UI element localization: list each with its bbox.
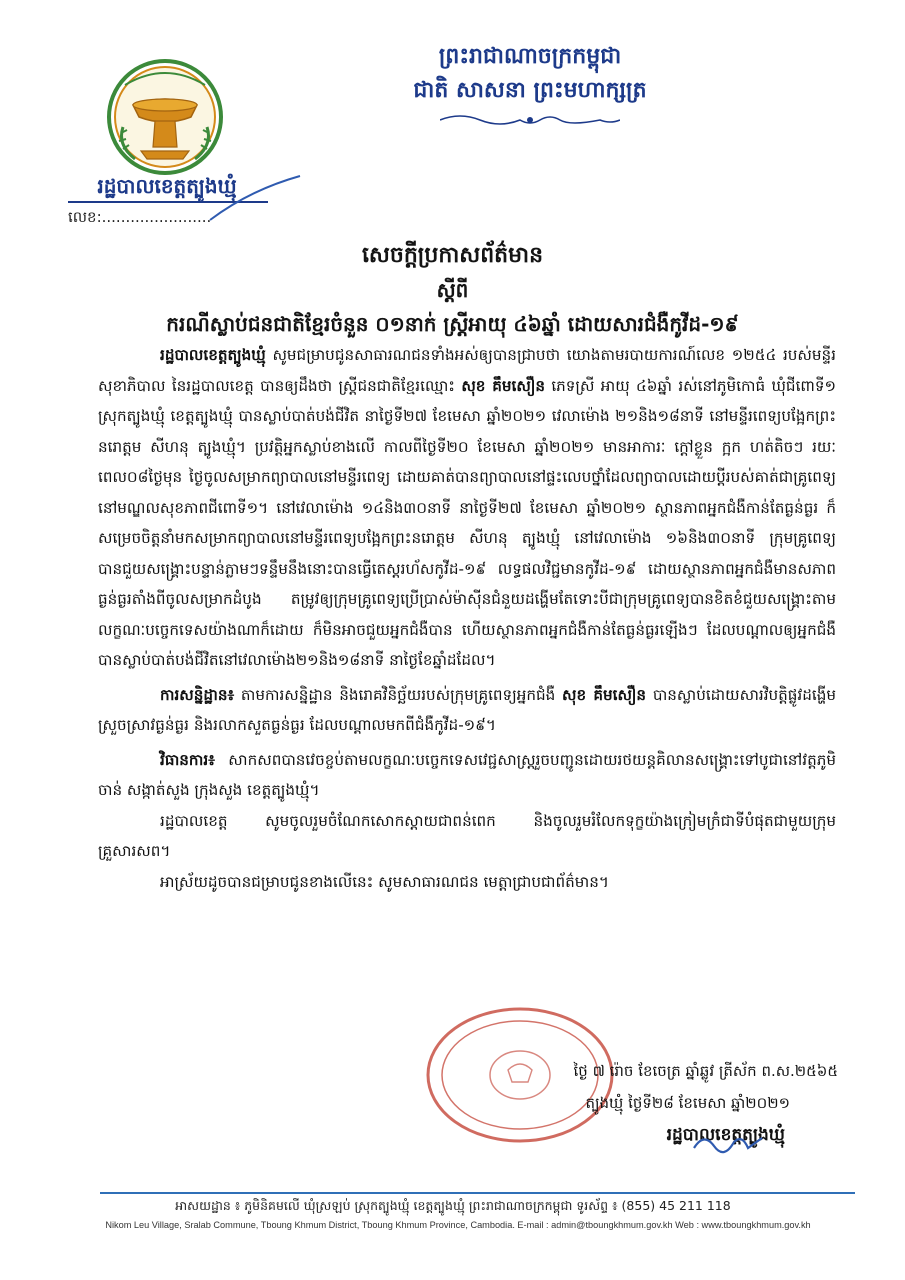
issuing-authority-name: រដ្ឋបាលខេត្តត្បូងឃ្មុំ [97, 174, 237, 198]
date-signature-block [430, 1055, 850, 1151]
paragraph-report [98, 340, 836, 676]
kingdom-line: ព្រះរាជាណាចក្រកម្ពុជា [438, 44, 622, 69]
paragraph-text: សូមជម្រាបជូនសាធារណជនទាំងអស់ឲ្យបានជ្រាបថា យោងតាមរបាយការណ៍លេខ ១២៥៤ របស់មន្ទីរសុខាភិបាល នៃរដ្ឋបាលខេត្ត បានឲ្យដឹងថា ស្ត្រីជនជាតិខ្មែរឈ្មោះ [98, 346, 836, 395]
paragraph-measures [98, 745, 836, 806]
footer-divider [100, 1192, 855, 1194]
document-body [98, 340, 836, 897]
solar-date: ត្បូងឃ្មុំ ថ្ងៃទី២៨ ខែមេសា ឆ្នាំ២០២១ [585, 1094, 790, 1112]
paragraph-text: ភេទស្រី អាយុ ៤៦ឆ្នាំ រស់នៅភូមិកោធំ ឃុំជីពោទី១ ស្រុកត្បូងឃ្មុំ ខេត្តត្បូងឃ្មុំ បានស្លាប់បាត់បង់ជីវិត នាថ្ងៃទី២៧ ខែមេសា ឆ្នាំ២០២១ វេលាម៉ោង ២១និង១៨នាទី នៅមន្ទីរពេទ្យបង្អែកព្រះនរោត្តម សីហនុ ត្បូងឃ្មុំ។ ប្រវត្តិអ្នកស្លាប់ខាងលើ កាលពីថ្ងៃទី២០ ខែមេសា ឆ្នាំ២០២១ មានអាការៈ ក្តៅខ្លួន ក្អក ហត់តិចៗ រយៈពេល០៨ថ្ងៃមុន ថ្ងៃចូលសម្រាកព្យាបាលនៅមន្ទីរពេទ្យ ដោយគាត់បានព្យាបាលនៅផ្ទះលេបថ្នាំដែលព្យាបាលដោយប្តីរបស់គាត់ជាគ្រូពេទ្យនៅមណ្ឌលសុខភាពជីពោទី១។ នៅវេលាម៉ោង ១៤និង៣០នាទី នាថ្ងៃទី២៧ ខែមេសា ឆ្នាំ២០២១ ស្ថានភាពអ្នកជំងឺកាន់តែធ្ងន់ធ្ងរ ក៏សម្រេចចិត្តនាំមកសម្រាកព្យាបាលនៅមន្ទីរពេទ្យបង្អែកព្រះនរោត្តម សីហនុ ត្បូងឃ្មុំ នៅវេលាម៉ោង ១៦និង៣០នាទី ក្រុមគ្រូពេទ្យបានជួយសង្គ្រោះបន្ទាន់ភ្លាមៗទន្ទឹមនឹងនោះបានធ្វើតេស្តរហ័សកូវីដ-១៩ លទ្ធផលវិជ្ជមានកូវីដ-១៩ ដោយស្ថានភាពអ្នកជំងឺមានសភាពធ្ងន់ធ្ងរតាំងពីចូលសម្រាកដំបូង តម្រូវឲ្យក្រុមគ្រូពេទ្យប្រើប្រាស់ម៉ាស៊ីនជំនួយដង្ហើមតែទោះបីជាក្រុមគ្រូពេទ្យបានខិតខំជួយសង្គ្រោះតាមលក្ខណៈបច្ចេកទេសយ៉ាងណាក៏ដោយ ក៏មិនអាចជួយអ្នកជំងឺបាន ហើយស្ថានភាពអ្នកជំងឺកាន់តែធ្ងន់ធ្ងរឡើងៗ ដែលបណ្តាលឲ្យអ្នកជំងឺបានស្លាប់បាត់បង់ជីវិតនៅវេលាម៉ោង២១និង១៨នាទី នាថ្ងៃខែឆ្នាំដដែល។ [98, 376, 836, 669]
header-flourish [440, 112, 620, 128]
paragraph-condolence: រដ្ឋបាលខេត្ត សូមចូលរួមចំណែកសោកស្តាយជាពន់ពេក និងចូលរួមរំលែកទុក្ខយ៉ាងក្រៀមក្រំជាទីបំផុតជាមួយក្រុមគ្រួសារសព។ [98, 811, 836, 860]
nation-religion-king-line: ជាតិ សាសនា ព្រះមហាក្សត្រ [413, 78, 647, 103]
lunar-date: ថ្ងៃ ៧ រ៉ោច ខែចេត្រ ឆ្នាំឆ្លូវ ត្រីស័ក ព.ស.២៥៦៥ [573, 1062, 838, 1080]
title-line-subject: ករណីស្លាប់ជនជាតិខ្មែរចំនួន ០១នាក់ ស្ត្រីអាយុ ៤៦ឆ្នាំ ដោយសារជំងឺកូវីដ-១៩ [166, 312, 739, 336]
signing-authority: រដ្ឋបាលខេត្តត្បូងឃ្មុំ [666, 1125, 785, 1145]
paragraph-lead-conclusion: ការសន្និដ្ឋាន៖ [160, 685, 235, 704]
title-line-press-release: សេចក្តីប្រកាសព័ត៌មាន [361, 243, 544, 268]
reference-number: លេខ:....................... [68, 208, 212, 226]
paragraph-lead-authority: រដ្ឋបាលខេត្តត្បូងឃ្មុំ [160, 346, 266, 364]
title-line-regarding: ស្តីពី [436, 278, 469, 302]
paragraph-lead-measures: វិធានការ៖ [160, 750, 215, 769]
paragraph-conclusion [98, 680, 836, 741]
deceased-name: សុខ គឹមសឿន [562, 685, 647, 704]
kingdom-header [330, 40, 730, 108]
paragraph-closing: អាស្រ័យដូចបានជម្រាបជូនខាងលើនេះ សូមសាធារណជន មេត្តាជ្រាបជាព័ត៌មាន។ [160, 872, 609, 891]
pen-stroke-mark [200, 170, 310, 230]
document-title [60, 238, 845, 342]
paragraph-text: សាកសពបានវេចខ្ចប់តាមលក្ខណៈបច្ចេកទេសវេជ្ជសាស្ត្ររួចបញ្ជូនដោយរថយន្តគិលានសង្គ្រោះទៅបូជានៅវត្តភូមិចាន់ សង្កាត់សួង ក្រុងសួង ខេត្តត្បូងឃ្មុំ។ [98, 750, 836, 799]
paragraph-text: បានស្លាប់ដោយសារវិបត្តិផ្លូវដង្ហើមស្រួចស្រាវធ្ងន់ធ្ងរ និងរលាកសួតធ្ងន់ធ្ងរ ដែលបណ្តាលមកពីជំងឺកូវីដ-១៩។ [98, 685, 836, 734]
deceased-name: សុខ គឹមសឿន [461, 376, 545, 395]
handwritten-signature [690, 1128, 780, 1158]
footer-address-khmer: អាសយដ្ឋាន ៖ ភូមិនិគមលើ ឃុំស្រឡប់ ស្រុកត្បូងឃ្មុំ ខេត្តត្បូងឃ្មុំ ព្រះរាជាណាចក្រកម្ពុជា ទូរស័ព្ទ ៖ (855) 45 211 118 [175, 1198, 731, 1213]
footer-address-english: Nikom Leu Village, Sralab Commune, Tboung Khmum District, Tboung Khmum Province, Cambodia. E-mail : admin@tboungkhmum.gov.kh Web : www.tboungkhmum.gov.kh [105, 1220, 811, 1230]
paragraph-text: តាមការសន្និដ្ឋាន និងរោគវិនិច្ឆ័យរបស់ក្រុមគ្រូពេទ្យអ្នកជំងឺ [234, 685, 563, 704]
